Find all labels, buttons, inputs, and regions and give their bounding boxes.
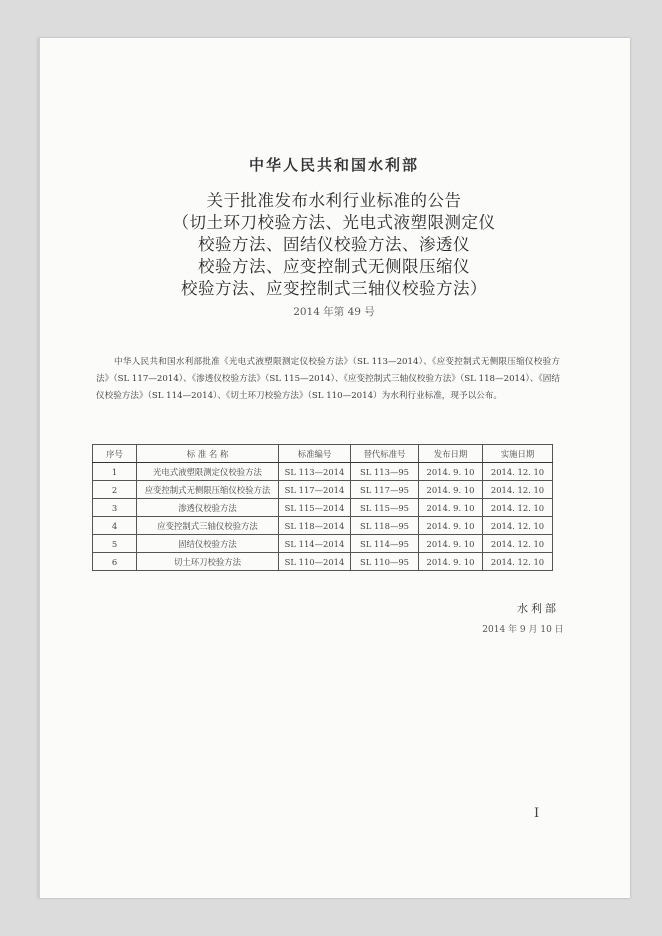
announcement-number: 2014 年第 49 号 [293, 306, 375, 318]
cell-standard-name: 应变控制式无侧限压缩仪校验方法 [137, 481, 279, 499]
signature-block [482, 600, 588, 635]
title-line: （切土环刀校验方法、光电式液塑限测定仪 [172, 213, 496, 232]
cell-standard-name: 固结仪校验方法 [137, 535, 279, 553]
signing-department: 水利部 [517, 602, 559, 615]
cell-effective-date: 2014. 12. 10 [483, 517, 553, 535]
cell-publish-date: 2014. 9. 10 [419, 535, 483, 553]
header-index: 序号 [93, 445, 137, 463]
cell-index: 1 [93, 463, 137, 481]
table-header-row [93, 445, 553, 463]
cell-standard-code: SL 117—2014 [279, 481, 351, 499]
cell-effective-date: 2014. 12. 10 [483, 481, 553, 499]
cell-effective-date: 2014. 12. 10 [483, 535, 553, 553]
cell-standard-code: SL 118—2014 [279, 517, 351, 535]
cell-publish-date: 2014. 9. 10 [419, 517, 483, 535]
cell-standard-code: SL 113—2014 [279, 463, 351, 481]
cell-publish-date: 2014. 9. 10 [419, 481, 483, 499]
cell-publish-date: 2014. 9. 10 [419, 553, 483, 571]
header-effective-date: 实施日期 [483, 445, 553, 463]
table-row [93, 463, 553, 481]
signing-date: 2014 年 9 月 10 日 [482, 625, 564, 635]
table-row [93, 535, 553, 553]
cell-replaced-code: SL 110—95 [351, 553, 419, 571]
cell-standard-name: 渗透仪校验方法 [137, 499, 279, 517]
title-line: 校验方法、应变控制式无侧限压缩仪 [198, 257, 470, 276]
page-number: I [534, 806, 540, 821]
table-row [93, 481, 553, 499]
table-row [93, 499, 553, 517]
cell-replaced-code: SL 113—95 [351, 463, 419, 481]
cell-standard-name: 光电式液塑限测定仪校验方法 [137, 463, 279, 481]
cell-effective-date: 2014. 12. 10 [483, 553, 553, 571]
header-replaced-code: 替代标准号 [351, 445, 419, 463]
cell-index: 3 [93, 499, 137, 517]
header-standard-code: 标准编号 [279, 445, 351, 463]
document-page [38, 38, 630, 898]
cell-standard-code: SL 114—2014 [279, 535, 351, 553]
cell-standard-code: SL 115—2014 [279, 499, 351, 517]
cell-replaced-code: SL 118—95 [351, 517, 419, 535]
title-line: 校验方法、应变控制式三轴仪校验方法） [181, 279, 487, 298]
cell-index: 4 [93, 517, 137, 535]
cell-standard-name: 切土环刀校验方法 [137, 553, 279, 571]
header-standard-name: 标 准 名 称 [137, 445, 279, 463]
cell-effective-date: 2014. 12. 10 [483, 463, 553, 481]
cell-replaced-code: SL 115—95 [351, 499, 419, 517]
title-line: 关于批准发布水利行业标准的公告 [206, 191, 462, 210]
cell-effective-date: 2014. 12. 10 [483, 499, 553, 517]
cell-standard-code: SL 110—2014 [279, 553, 351, 571]
cell-replaced-code: SL 114—95 [351, 535, 419, 553]
cell-index: 6 [93, 553, 137, 571]
cell-index: 5 [93, 535, 137, 553]
cell-index: 2 [93, 481, 137, 499]
announcement-title [38, 190, 630, 300]
header-publish-date: 发布日期 [419, 445, 483, 463]
cell-publish-date: 2014. 9. 10 [419, 499, 483, 517]
standards-table [92, 444, 553, 571]
cell-replaced-code: SL 117—95 [351, 481, 419, 499]
table-row [93, 553, 553, 571]
cell-publish-date: 2014. 9. 10 [419, 463, 483, 481]
title-line: 校验方法、固结仪校验方法、渗透仪 [198, 235, 470, 254]
announcement-body: 中华人民共和国水利部批准《光电式液塑限测定仪校验方法》（SL 113—2014）、《应变控制式无侧限压缩仪校验方法》（SL 117—2014）、《渗透仪校验方法》（SL 115—2014）、《应变控制式三轴仪校验方法》（SL 118—2014）、《固结仪校验方法》（SL 114—2014）、《切土环刀校验方法》（SL 110—2014）为水利行业标准，现予以公布。 [96, 357, 560, 401]
issuing-ministry: 中华人民共和国水利部 [248, 156, 419, 174]
table-row [93, 517, 553, 535]
cell-standard-name: 应变控制式三轴仪校验方法 [137, 517, 279, 535]
